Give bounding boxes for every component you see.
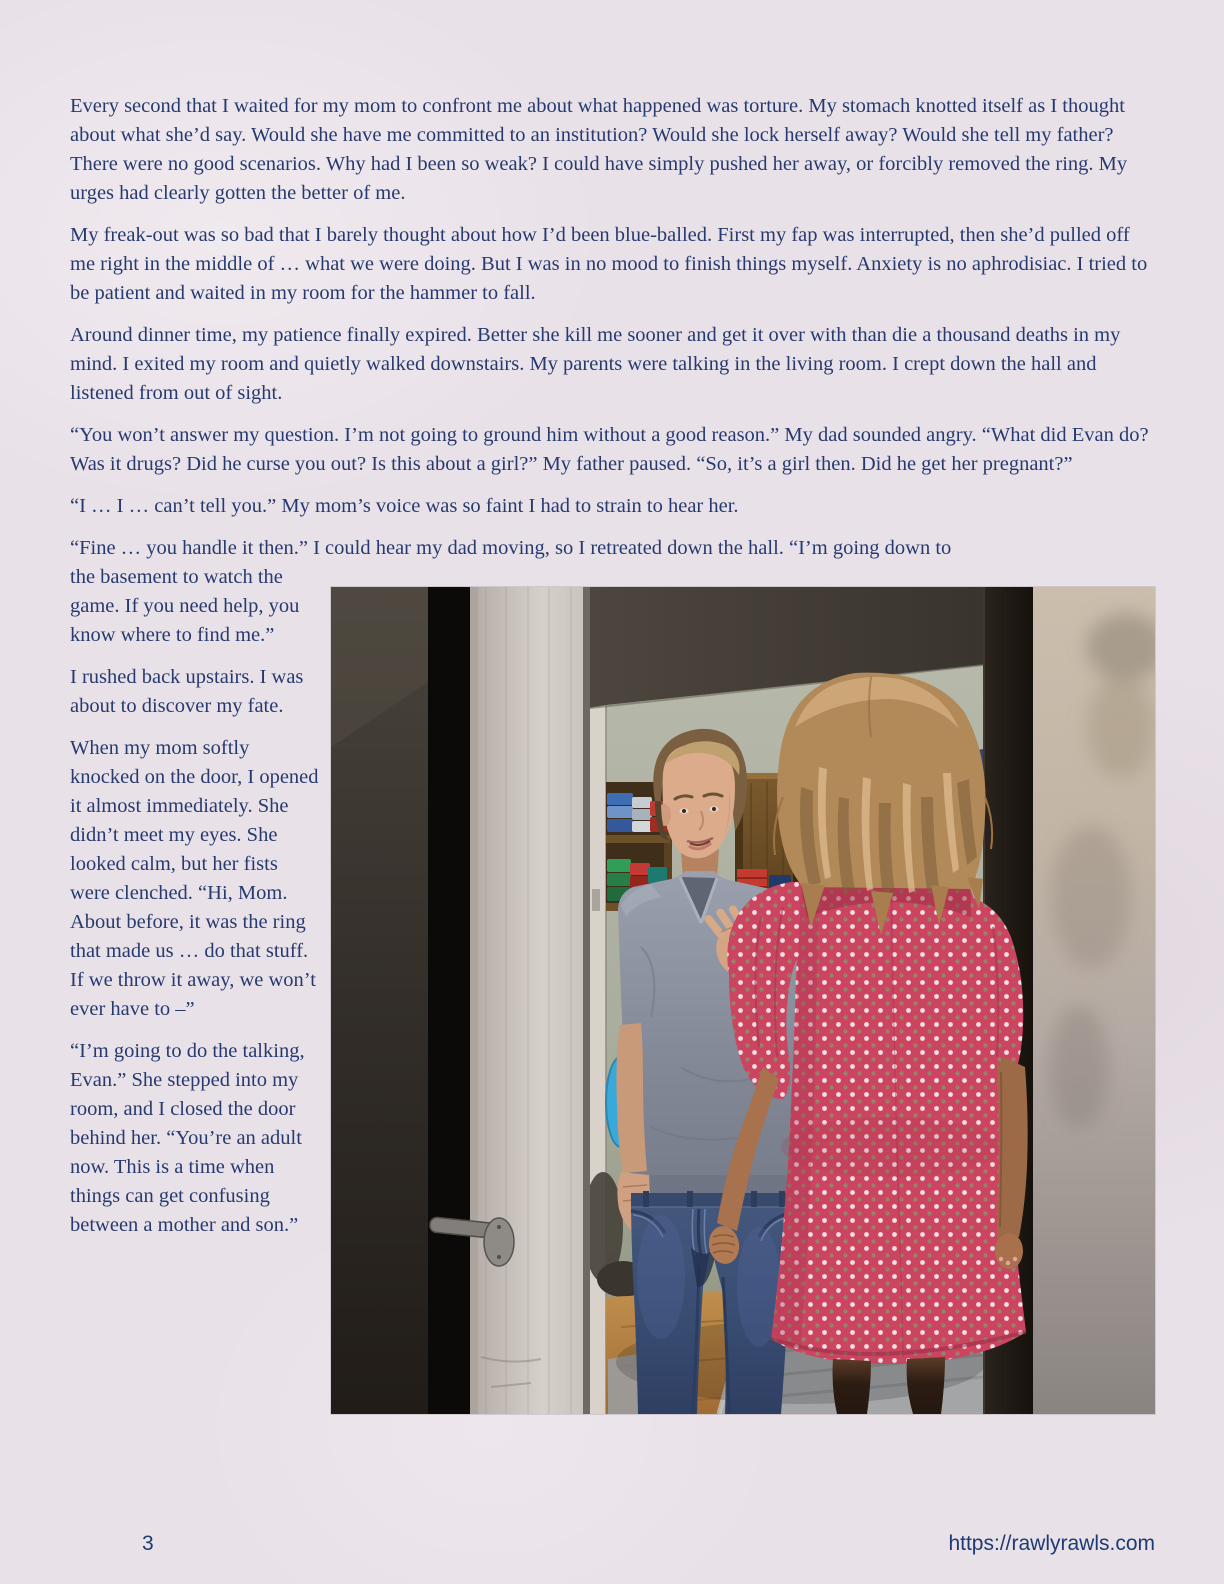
story-illustration	[331, 587, 1155, 1414]
story-paragraph: the basement to watch the game. If you need help, you know where to find me.”	[70, 566, 300, 646]
left-leg	[833, 1359, 872, 1414]
story-paragraph: My freak-out was so bad that I barely thought about how I’d been blue-balled. First my fap was interrupted, then she’d pulled off me right in the middle of … what we were doing. But I was in no mood to finish things myself. Anxiety is no aphrodisiac. I tried to be patient and waited in my room for the hammer to fall.	[70, 224, 1148, 304]
story-paragraph: “I … I … can’t tell you.” My mom’s voice was so faint I had to strain to hear her.	[70, 495, 739, 517]
left-door-frame	[428, 587, 470, 1414]
site-url-link[interactable]: https://rawlyrawls.com	[948, 1532, 1155, 1555]
story-paragraph: Every second that I waited for my mom to confront me about what happened was torture. My stomach knotted itself as I thought about what she’d say. Would she have me committed to an institution? Would she lock herself away? Would she tell my father? There were no good scenarios. Why had I been so weak? I could have simply pushed her away, or forcibly removed the ring. My urges had clearly gotten the better of me.	[70, 95, 1128, 204]
right-leg	[907, 1357, 945, 1414]
text-image-wrap	[70, 563, 1155, 1414]
door-hinge	[592, 889, 600, 911]
story-paragraph: I rushed back upstairs. I was about to discover my fate.	[70, 666, 304, 717]
story-paragraph: “I’m going to do the talking, Evan.” She stepped into my room, and I closed the door behind her. “You’re an adult now. This is a time when things can get confusing between a mother and son.”	[70, 1040, 305, 1236]
story-paragraph: “You won’t answer my question. I’m not going to ground him without a good reason.” My dad sounded angry. “What did Evan do? Was it drugs? Did he curse you out? Is this about a girl?” My father paused. “So, it’s a girl then. Did he get her pregnant?”	[70, 424, 1149, 475]
page-footer	[70, 1532, 1155, 1556]
doorway-scene	[331, 587, 1155, 1414]
page-number: 3	[142, 1532, 154, 1555]
right-forearm	[616, 1023, 647, 1173]
story-paragraph: When my mom softly knocked on the door, I opened it almost immediately. She didn’t meet my eyes. She looked calm, but her fists were clenched. “Hi, Mom. About before, it was the ring that made us … do that stuff. If we throw it away, we won’t ever have to –”	[70, 737, 319, 1020]
story-paragraph: Around dinner time, my patience finally expired. Better she kill me sooner and get it over with than die a thousand deaths in my mind. I exited my room and quietly walked downstairs. My parents were talking in the living room. I crept down the hall and listened from out of sight.	[70, 324, 1121, 404]
left-wall	[331, 587, 428, 1414]
story-paragraph: “Fine … you handle it then.” I could hear my dad moving, so I retreated down the hall. “I’m going down to	[70, 537, 952, 559]
hallway-wall	[1033, 587, 1155, 1414]
